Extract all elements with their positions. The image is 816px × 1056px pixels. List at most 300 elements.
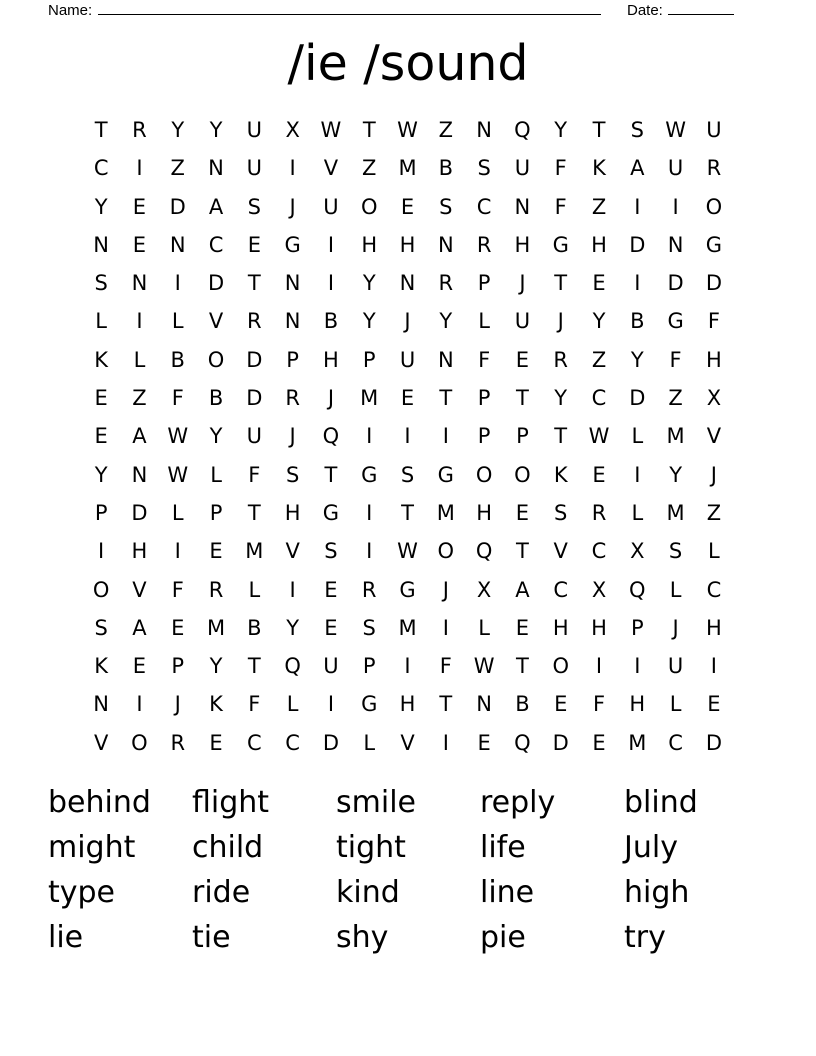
grid-letter: O: [131, 730, 148, 755]
grid-letter: B: [323, 309, 339, 334]
grid-letter: O: [475, 462, 493, 487]
grid-letter: H: [399, 692, 416, 717]
grid-letter: Z: [591, 347, 607, 372]
grid-letter: I: [136, 156, 143, 181]
grid-letter: C: [476, 194, 492, 219]
grid-letter: X: [476, 577, 492, 602]
grid-letter: R: [591, 500, 607, 525]
grid-letter: L: [478, 615, 490, 640]
grid-row: [82, 494, 733, 532]
grid-letter: E: [515, 500, 530, 525]
word-bank-item: lie: [48, 920, 84, 955]
grid-letter: R: [132, 118, 147, 142]
grid-letter: A: [515, 577, 530, 602]
grid-letter: Q: [284, 654, 301, 679]
grid-letter: R: [170, 730, 186, 755]
word-bank-item: might: [48, 830, 136, 865]
grid-letter: E: [477, 730, 491, 755]
grid-letter: L: [708, 539, 720, 564]
grid-letter: H: [131, 539, 148, 564]
grid-letter: R: [285, 386, 300, 411]
grid-letter: E: [592, 730, 606, 755]
grid-letter: F: [478, 347, 491, 372]
grid-letter: G: [399, 577, 416, 602]
grid-letter: L: [669, 692, 682, 717]
grid-row: [82, 685, 733, 723]
grid-letter: P: [94, 500, 108, 525]
grid-letter: V: [285, 539, 300, 564]
grid-letter: A: [208, 194, 224, 219]
grid-letter: S: [554, 500, 568, 525]
date-line: [627, 0, 734, 20]
word-bank-item: tight: [336, 830, 406, 865]
grid-letter: O: [92, 577, 110, 602]
grid-letter: N: [131, 462, 148, 487]
grid-letter: L: [631, 500, 644, 525]
grid-letter: W: [320, 118, 342, 142]
grid-letter: D: [667, 271, 684, 296]
grid-letter: N: [208, 156, 224, 181]
grid-letter: T: [324, 462, 338, 487]
grid-letter: B: [630, 309, 645, 334]
grid-letter: Q: [629, 577, 646, 602]
grid-letter: L: [95, 309, 107, 334]
grid-letter: U: [514, 309, 531, 334]
grid-letter: I: [710, 654, 717, 679]
grid-row: [82, 379, 733, 417]
grid-row: [82, 149, 733, 187]
grid-letter: V: [323, 156, 339, 181]
grid-letter: G: [361, 462, 378, 487]
grid-letter: C: [591, 539, 607, 564]
grid-letter: E: [209, 539, 223, 564]
grid-letter: Y: [592, 309, 606, 334]
grid-letter: P: [516, 424, 529, 449]
grid-letter: J: [327, 386, 335, 411]
grid-letter: F: [171, 577, 184, 602]
grid-letter: N: [437, 232, 454, 257]
grid-letter: E: [171, 615, 185, 640]
name-line: [48, 0, 601, 20]
grid-letter: E: [94, 386, 108, 411]
grid-letter: U: [667, 156, 684, 181]
grid-letter: L: [133, 347, 146, 372]
word-bank-item: behind: [48, 785, 151, 820]
grid-letter: I: [327, 232, 335, 257]
grid-letter: C: [285, 730, 300, 755]
grid-letter: I: [404, 654, 411, 679]
grid-letter: I: [634, 462, 641, 487]
word-bank-item: July: [624, 830, 678, 865]
grid-row: [82, 532, 733, 570]
grid-letter: F: [171, 386, 184, 411]
grid-letter: H: [514, 232, 531, 257]
grid-letter: Q: [514, 118, 531, 142]
word-bank-item: pie: [480, 920, 526, 955]
grid-letter: E: [515, 347, 530, 372]
grid-letter: L: [363, 730, 376, 755]
grid-letter: Z: [591, 194, 607, 219]
grid-letter: R: [247, 309, 262, 334]
grid-letter: N: [131, 271, 148, 296]
grid-letter: B: [208, 386, 224, 411]
grid-letter: H: [476, 500, 493, 525]
grid-letter: J: [404, 309, 411, 334]
grid-letter: N: [399, 271, 416, 296]
grid-letter: E: [132, 654, 147, 679]
grid-letter: I: [136, 692, 143, 717]
grid-letter: V: [400, 730, 415, 755]
grid-letter: K: [553, 462, 568, 487]
grid-letter: D: [552, 730, 569, 755]
grid-letter: Y: [94, 462, 108, 487]
grid-letter: I: [442, 730, 449, 755]
name-blank-line: [98, 0, 601, 15]
grid-letter: D: [169, 194, 186, 219]
grid-letter: A: [132, 615, 147, 640]
grid-letter: U: [246, 156, 263, 181]
word-bank-item: line: [480, 875, 535, 910]
grid-letter: N: [476, 692, 492, 717]
grid-letter: J: [174, 692, 181, 717]
grid-letter: J: [289, 194, 296, 219]
grid-letter: L: [248, 577, 261, 602]
grid-letter: Y: [630, 347, 644, 372]
grid-letter: Y: [209, 424, 223, 449]
grid-letter: H: [284, 500, 301, 525]
grid-letter: T: [592, 118, 606, 142]
grid-letter: N: [169, 232, 186, 257]
grid-letter: Z: [132, 386, 147, 411]
grid-letter: S: [94, 615, 108, 640]
grid-letter: E: [132, 194, 147, 219]
grid-letter: G: [667, 309, 684, 334]
grid-letter: G: [322, 500, 340, 525]
grid-letter: H: [591, 615, 607, 640]
grid-letter: M: [398, 615, 417, 640]
grid-letter: I: [366, 424, 373, 449]
grid-letter: P: [171, 654, 185, 679]
grid-letter: I: [366, 500, 373, 525]
grid-letter: U: [514, 156, 531, 181]
word-bank-item: reply: [480, 785, 556, 820]
grid-letter: U: [706, 118, 722, 142]
grid-letter: I: [98, 539, 105, 564]
word-bank-item: life: [480, 830, 526, 865]
grid-letter: S: [439, 194, 453, 219]
grid-letter: Y: [171, 118, 185, 142]
grid-letter: O: [514, 462, 531, 487]
grid-letter: T: [516, 539, 529, 564]
grid-letter: U: [399, 347, 416, 372]
grid-letter: S: [362, 615, 376, 640]
grid-letter: V: [132, 577, 147, 602]
grid-row: [82, 188, 733, 226]
grid-letter: J: [289, 424, 296, 449]
word-bank-item: try: [624, 920, 666, 955]
grid-row: [82, 417, 733, 455]
grid-letter: O: [360, 194, 378, 219]
grid-letter: T: [362, 118, 376, 142]
grid-letter: L: [631, 424, 644, 449]
grid-letter: F: [554, 156, 567, 181]
grid-letter: N: [93, 692, 109, 717]
grid-letter: C: [247, 730, 262, 755]
grid-letter: C: [668, 730, 683, 755]
grid-letter: J: [672, 615, 679, 640]
grid-letter: A: [132, 424, 147, 449]
word-bank-item: smile: [336, 785, 416, 820]
grid-letter: R: [553, 347, 568, 372]
word-bank-item: kind: [336, 875, 400, 910]
grid-letter: U: [246, 118, 263, 142]
word-bank-item: high: [624, 875, 690, 910]
grid-letter: I: [289, 156, 296, 181]
grid-letter: N: [93, 232, 109, 257]
word-bank-item: child: [192, 830, 264, 865]
grid-letter: P: [362, 654, 376, 679]
grid-letter: O: [705, 194, 723, 219]
grid-letter: F: [439, 654, 452, 679]
grid-letter: Y: [209, 654, 223, 679]
grid-letter: K: [209, 692, 223, 717]
grid-letter: N: [667, 232, 684, 257]
grid-letter: I: [404, 424, 411, 449]
grid-letter: P: [286, 347, 299, 372]
grid-letter: I: [634, 271, 641, 296]
letter-grid: [82, 111, 733, 762]
grid-letter: K: [94, 654, 109, 679]
grid-row: [82, 609, 733, 647]
grid-letter: J: [710, 462, 717, 487]
grid-letter: E: [515, 615, 530, 640]
grid-letter: S: [630, 118, 644, 142]
grid-letter: K: [94, 347, 109, 372]
grid-letter: H: [706, 615, 722, 640]
grid-letter: C: [591, 386, 607, 411]
grid-letter: H: [629, 692, 646, 717]
grid-letter: G: [361, 692, 378, 717]
date-label: Date:: [627, 2, 663, 19]
word-bank-item: ride: [192, 875, 251, 910]
grid-letter: W: [665, 118, 686, 142]
grid-letter: O: [552, 654, 569, 679]
grid-letter: W: [397, 118, 418, 142]
grid-letter: U: [323, 654, 339, 679]
grid-letter: J: [519, 271, 526, 296]
grid-letter: H: [399, 232, 416, 257]
grid-letter: R: [208, 577, 224, 602]
grid-letter: N: [284, 309, 301, 334]
grid-letter: Y: [439, 309, 453, 334]
grid-letter: D: [629, 386, 646, 411]
grid-letter: H: [591, 232, 607, 257]
grid-letter: C: [706, 577, 722, 602]
grid-row: [82, 724, 733, 762]
grid-letter: V: [93, 730, 109, 755]
grid-letter: I: [634, 194, 641, 219]
grid-letter: T: [439, 386, 453, 411]
grid-letter: Z: [706, 500, 722, 525]
grid-letter: E: [324, 615, 338, 640]
grid-letter: I: [595, 654, 603, 679]
grid-letter: Z: [362, 156, 377, 181]
grid-letter: D: [629, 232, 646, 257]
grid-letter: F: [248, 692, 261, 717]
grid-letter: M: [666, 500, 685, 525]
grid-letter: E: [592, 271, 606, 296]
grid-letter: I: [327, 692, 335, 717]
word-bank-item: flight: [192, 785, 270, 820]
grid-letter: E: [707, 692, 721, 717]
grid-letter: E: [592, 462, 606, 487]
grid-letter: L: [171, 309, 184, 334]
grid-letter: D: [705, 271, 722, 296]
grid-letter: I: [672, 194, 679, 219]
page-title: /ie /sound: [287, 35, 529, 92]
grid-letter: T: [94, 118, 108, 142]
grid-letter: L: [210, 462, 222, 487]
grid-letter: H: [323, 347, 339, 372]
grid-letter: W: [473, 654, 495, 679]
grid-letter: L: [669, 577, 682, 602]
grid-letter: P: [477, 386, 491, 411]
grid-letter: D: [246, 386, 263, 411]
grid-letter: H: [706, 347, 722, 372]
grid-letter: S: [324, 539, 338, 564]
grid-letter: Q: [475, 539, 493, 564]
grid-letter: N: [437, 347, 454, 372]
grid-letter: F: [248, 462, 261, 487]
grid-letter: S: [668, 539, 683, 564]
grid-letter: E: [247, 232, 261, 257]
grid-letter: T: [554, 271, 568, 296]
word-bank-item: type: [48, 875, 116, 910]
grid-row: [82, 647, 733, 685]
grid-letter: Z: [438, 118, 454, 142]
grid-letter: B: [170, 347, 185, 372]
grid-letter: T: [554, 424, 568, 449]
grid-letter: D: [322, 730, 340, 755]
grid-letter: Y: [554, 386, 568, 411]
grid-letter: M: [398, 156, 417, 181]
grid-letter: S: [94, 271, 108, 296]
grid-letter: D: [131, 500, 148, 525]
grid-letter: Y: [362, 309, 376, 334]
grid-letter: I: [174, 271, 181, 296]
grid-letter: I: [136, 309, 143, 334]
grid-letter: O: [207, 347, 225, 372]
grid-letter: X: [591, 577, 607, 602]
grid-letter: X: [285, 118, 300, 142]
grid-letter: T: [401, 500, 414, 525]
grid-letter: P: [630, 615, 644, 640]
grid-letter: R: [476, 232, 492, 257]
grid-letter: P: [362, 347, 376, 372]
grid-letter: Q: [322, 424, 340, 449]
grid-letter: Z: [170, 156, 185, 181]
grid-letter: G: [437, 462, 454, 487]
grid-letter: W: [397, 539, 418, 564]
grid-letter: R: [361, 577, 377, 602]
grid-letter: W: [167, 424, 189, 449]
grid-letter: E: [209, 730, 223, 755]
word-bank-item: shy: [336, 920, 389, 955]
grid-letter: I: [366, 539, 373, 564]
grid-letter: N: [514, 194, 531, 219]
grid-letter: L: [171, 500, 184, 525]
grid-letter: N: [476, 118, 492, 142]
grid-letter: S: [247, 194, 261, 219]
grid-letter: T: [247, 500, 261, 525]
grid-letter: B: [438, 156, 454, 181]
grid-letter: D: [246, 347, 263, 372]
grid-letter: E: [554, 692, 568, 717]
grid-letter: X: [706, 386, 722, 411]
grid-letter: T: [247, 271, 261, 296]
grid-letter: V: [553, 539, 568, 564]
grid-letter: Y: [362, 271, 376, 296]
grid-letter: Y: [209, 118, 223, 142]
grid-letter: F: [554, 194, 567, 219]
grid-letter: S: [400, 462, 415, 487]
grid-letter: R: [438, 271, 454, 296]
grid-letter: D: [207, 271, 225, 296]
grid-letter: Y: [286, 615, 300, 640]
grid-row: [82, 341, 733, 379]
grid-row: [82, 302, 733, 340]
grid-letter: B: [515, 692, 530, 717]
grid-letter: P: [477, 271, 491, 296]
grid-letter: F: [669, 347, 682, 372]
grid-letter: M: [628, 730, 647, 755]
grid-letter: Y: [554, 118, 568, 142]
grid-letter: G: [705, 232, 723, 257]
grid-letter: M: [206, 615, 226, 640]
grid-letter: I: [442, 615, 449, 640]
grid-letter: J: [557, 309, 564, 334]
grid-letter: S: [477, 156, 491, 181]
grid-letter: E: [94, 424, 108, 449]
grid-letter: E: [400, 386, 415, 411]
grid-letter: U: [323, 194, 339, 219]
word-bank-item: blind: [624, 785, 698, 820]
grid-letter: G: [552, 232, 569, 257]
grid-letter: Z: [668, 386, 683, 411]
grid-letter: E: [400, 194, 415, 219]
grid-letter: E: [132, 232, 147, 257]
grid-letter: O: [437, 539, 455, 564]
grid-letter: K: [592, 156, 606, 181]
grid-letter: M: [666, 424, 685, 449]
grid-letter: W: [167, 462, 189, 487]
grid-letter: Y: [669, 462, 683, 487]
grid-letter: B: [247, 615, 262, 640]
grid-letter: P: [209, 500, 223, 525]
grid-letter: M: [245, 539, 264, 564]
grid-letter: T: [247, 654, 261, 679]
grid-letter: J: [442, 577, 449, 602]
grid-row: [82, 456, 733, 494]
grid-row: [82, 111, 733, 149]
grid-letter: I: [289, 577, 296, 602]
grid-row: [82, 264, 733, 302]
name-label: Name:: [48, 2, 93, 19]
grid-letter: H: [361, 232, 378, 257]
grid-letter: C: [208, 232, 224, 257]
grid-row: [82, 571, 733, 609]
grid-letter: I: [174, 539, 181, 564]
